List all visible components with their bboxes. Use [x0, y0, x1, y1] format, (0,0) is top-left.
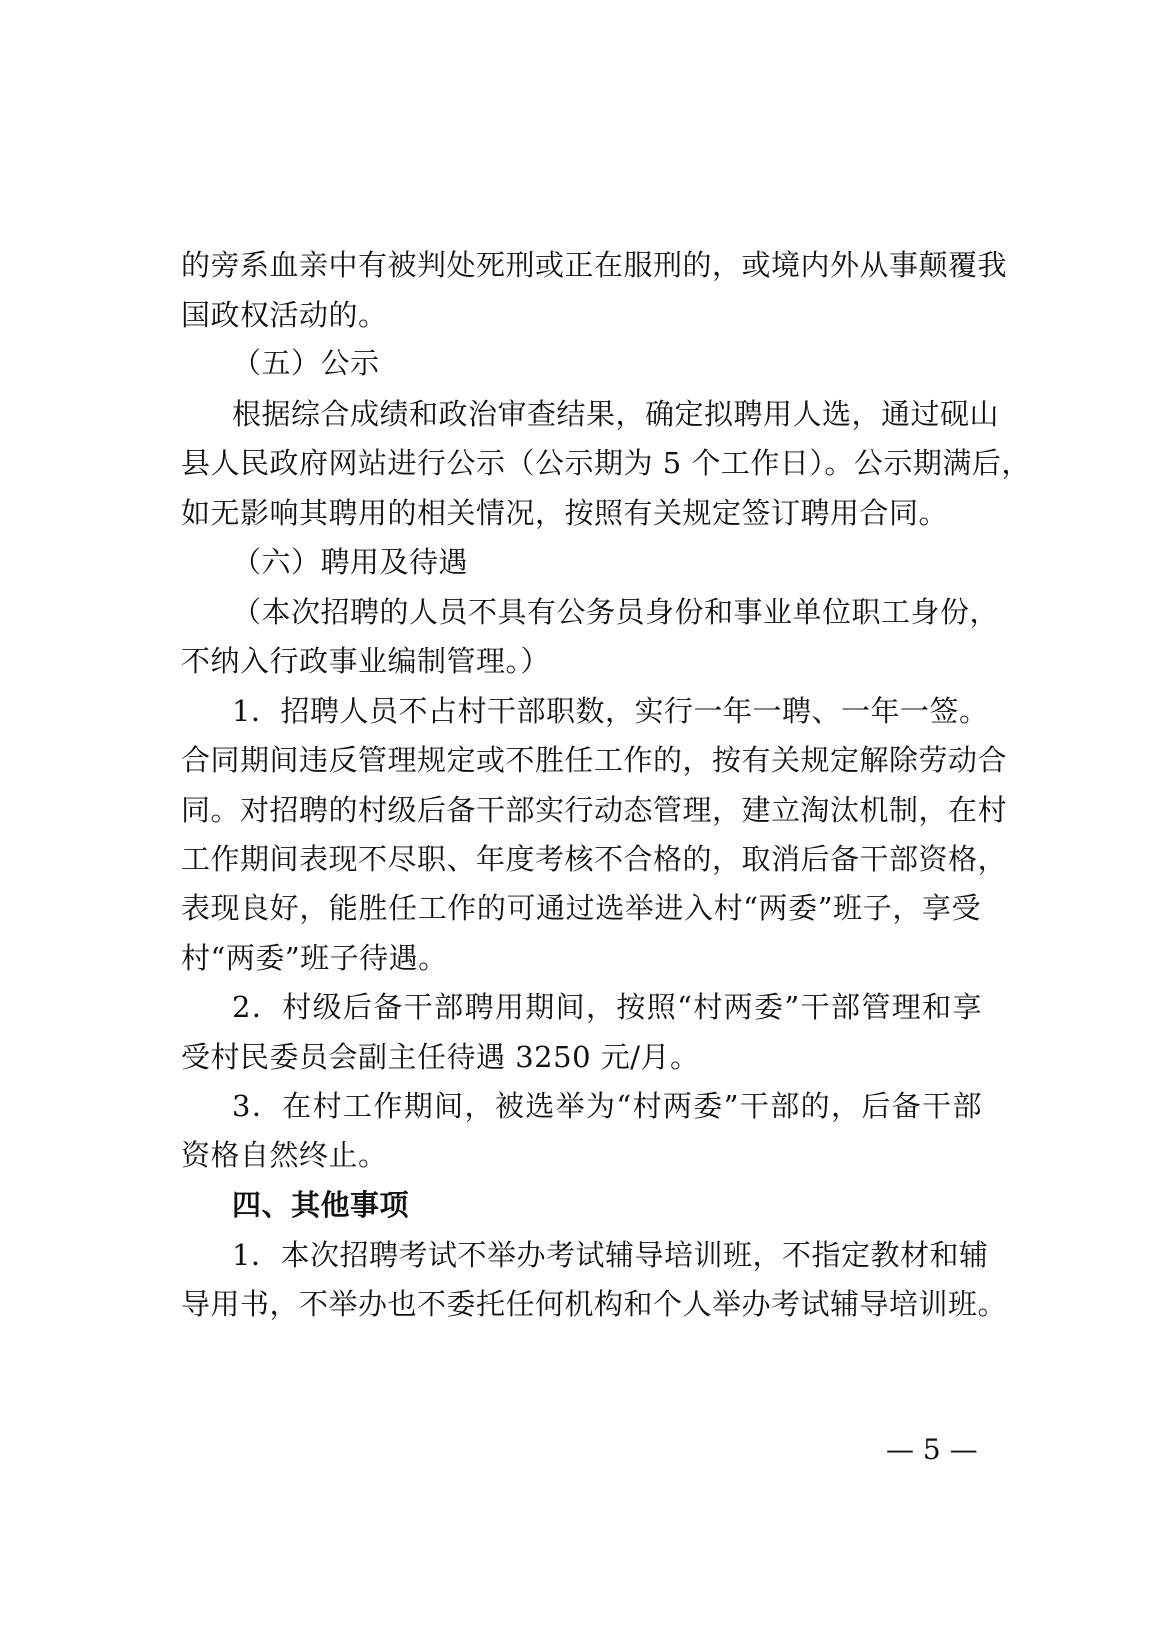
body-text-line: 的旁系血亲中有被判处死刑或正在服刑的，或境内外从事颠覆我: [181, 248, 1008, 282]
section-heading-publicity: （五）公示: [232, 346, 380, 380]
section-heading-other-matters: 四、其他事项: [232, 1188, 410, 1222]
body-text-line: 工作期间表现不尽职、年度考核不合格的，取消后备干部资格，: [181, 842, 1008, 876]
body-text-line: 3．在村工作期间，被选举为“村两委”干部的，后备干部: [232, 1089, 982, 1123]
body-text-line: 导用书，不举办也不委托任何机构和个人举办考试辅导培训班。: [181, 1287, 1008, 1321]
body-text-line: 村“两委”班子待遇。: [181, 941, 448, 975]
body-text-line: 如无影响其聘用的相关情况，按照有关规定签订聘用合同。: [181, 496, 949, 530]
body-text-line: 合同期间违反管理规定或不胜任工作的，按有关规定解除劳动合: [181, 743, 1008, 777]
section-heading-employment: （六）聘用及待遇: [232, 545, 469, 579]
page-number: — 5 —: [886, 1433, 978, 1466]
body-text-line: 2．村级后备干部聘用期间，按照“村两委”干部管理和享: [232, 990, 982, 1024]
body-text-line: 根据综合成绩和政治审查结果，确定拟聘用人选，通过砚山: [232, 397, 1000, 431]
body-text-line: 受村民委员会副主任待遇 3250 元/月。: [181, 1040, 700, 1074]
body-text-line: 国政权活动的。: [181, 298, 388, 332]
body-text-line: （本次招聘的人员不具有公务员身份和事业单位职工身份，: [232, 595, 1000, 629]
body-text-line: 县人民政府网站进行公示（公示期为 5 个工作日）。公示期满后，: [181, 446, 1031, 480]
body-text-line: 资格自然终止。: [181, 1138, 388, 1172]
body-text-line: 表现良好，能胜任工作的可通过选举进入村“两委”班子，享受: [181, 891, 981, 925]
body-text-line: 1．招聘人员不占村干部职数，实行一年一聘、一年一签。: [232, 694, 989, 728]
body-text-line: 不纳入行政事业编制管理。）: [181, 644, 551, 678]
body-text-line: 同。对招聘的村级后备干部实行动态管理，建立淘汰机制，在村: [181, 793, 1008, 827]
body-text-line: 1．本次招聘考试不举办考试辅导培训班，不指定教材和辅: [232, 1238, 989, 1272]
